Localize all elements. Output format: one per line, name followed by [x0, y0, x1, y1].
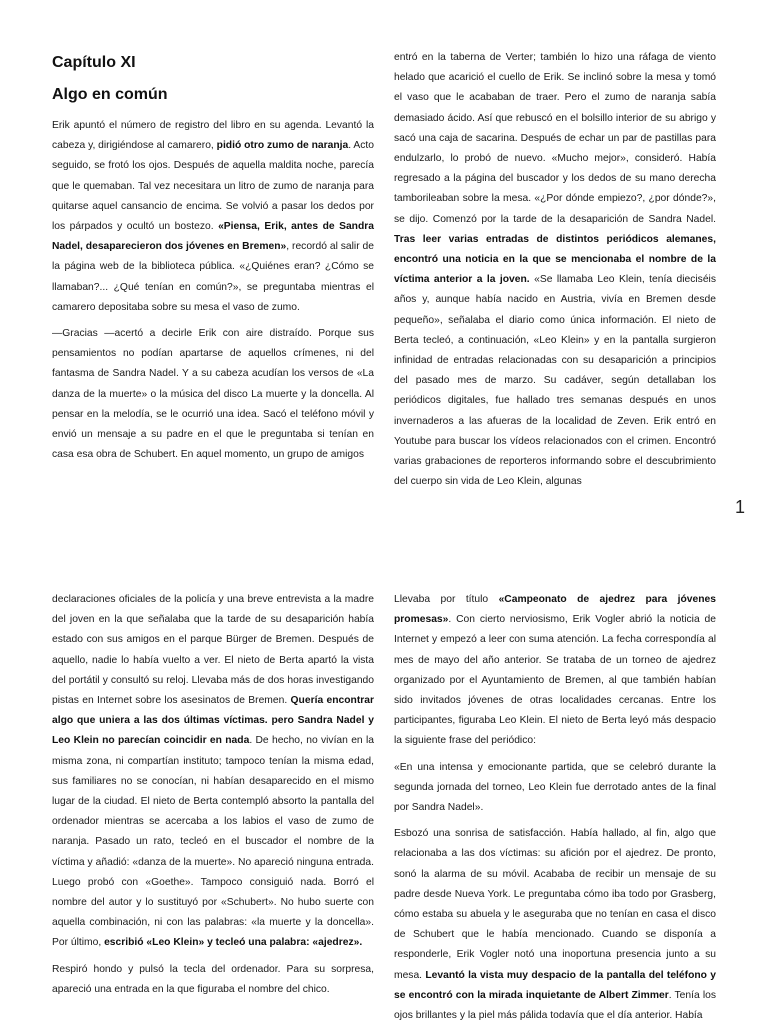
chapter-heading: Capítulo XI [52, 54, 136, 71]
bold-text: escribió «Leo Klein» y tecleó una palabra: «ajedrez». [104, 937, 363, 949]
page1-left-text [52, 116, 374, 465]
text-run: «En una intensa y emocionante partida, que se celebró durante la segunda jornada del torneo, Leo Klein fue derrotado antes de la final por Sandra Nadel». [394, 761, 716, 814]
page2-left-column [52, 590, 374, 1006]
page1-left-column [52, 50, 374, 471]
text-run: Llevaba por título [394, 594, 499, 605]
bold-text: «Piensa, Erik, antes de Sandra Nadel, desaparecieron dos jóvenes en Bremen» [52, 221, 374, 253]
paragraph [394, 824, 716, 1026]
bold-text: pidió otro zumo de naranja [216, 140, 349, 152]
page2-left-text [52, 590, 374, 1000]
text-run: . Con cierto nerviosismo, Erik Vogler abrió la noticia de Internet y empezó a leer con suma atención. La fecha correspondía al mes de mayo del año anterior. Se trataba de un torneo de ajedrez organizado por el Ayuntamiento de Bremen, al que también habían sido invitados jóvenes de otras localidades cercanas. Entre los participantes, figuraba Leo Klein. El nieto de Berta leyó más despacio la siguiente frase del periódico: [394, 614, 716, 747]
text-run: declaraciones oficiales de la policía y una breve entrevista a la madre del joven en la que señalaba que la tarde de su desaparición había estado con sus amigos en el parque Bürger de Bremen. Después de aquello, nadie lo había vuelto a ver. El nieto de Berta apartó la vista del portátil y consultó su reloj. Llevaba más de dos horas investigando pistas en Internet sobre los asesinatos de Bremen. [52, 594, 374, 707]
paragraph [52, 116, 374, 318]
text-run: —Gracias —acertó a decirle Erik con aire distraído. Porque sus pensamientos no podían apartarse de aquellos crímenes, ni del fantasma de Sandra Nadel. Y a su cabeza acudían los versos de «La danza de la muerte» o la música del disco La muerte y la doncella. Al pensar en la melodía, se le ocurrió una idea. Sacó el teléfono móvil y envió un mensaje a su padre en el que le preguntaba si tenían en casa esa obra de Schubert. En aquel momento, un grupo de amigos [52, 328, 374, 461]
text-run: , recordó al salir de la página web de la biblioteca pública. «¿Quiénes eran? ¿Cómo se llamaban?... ¿Qué tenían en común?», se preguntaba mientras el camarero depositaba sobre su mesa el vaso de zumo. [52, 241, 374, 313]
paragraph [52, 590, 374, 954]
text-run: . Acto seguido, se frotó los ojos. Después de aquella maldita noche, parecía que le quemaban. Tal vez necesitara un litro de zumo de naranja para quitarse aquel cansancio de encima. Se volvió a pasar los dedos por los párpados y ocultó un bostezo. [52, 140, 374, 233]
paragraph [394, 758, 716, 819]
text-run: entró en la taberna de Verter; también lo hizo una ráfaga de viento helado que acarició el cuello de Erik. Se inclinó sobre la mesa y tomó el vaso que le acababan de traer. Pero el zumo de naranja sabía demasiado ácido. Así que rebuscó en el bolsillo interior de su abrigo y sacó una caja de sacarina. Después de echar un par de pastillas para endulzarlo, lo probó de nuevo. «Mucho mejor», consideró. Había regresado a la página del buscador y los dedos de su mano derecha tamborileaban sobre la mesa. «¿Por dónde empiezo?, ¿por dónde?», se dijo. Comenzó por la tarde de la desaparición de Sandra Nadel. [394, 52, 716, 225]
bold-text: Quería encontrar algo que uniera a las dos últimas víctimas. pero Sandra Nadel y Leo Klein no parecían coincidir en nada [52, 695, 375, 747]
page-number: 1 [735, 497, 746, 517]
paragraph [52, 960, 374, 1000]
paragraph [52, 324, 374, 465]
page1-right-text [394, 48, 716, 492]
paragraph [394, 48, 716, 492]
text-run: Erik apuntó el número de registro del libro en su agenda. Levantó la cabeza y, dirigiéndose al camarero, [52, 120, 374, 152]
page2-right-text [394, 590, 716, 1026]
text-run: Respiró hondo y pulsó la tecla del ordenador. Para su sorpresa, apareció una entrada en la que figuraba el nombre del chico. [52, 963, 374, 995]
bold-text: Tras leer varias entradas de distintos periódicos alemanes, encontró una noticia en la que se mencionaba el nombre de la víctima anterior a la joven. [394, 233, 716, 286]
page1-right-column [394, 48, 716, 498]
page2-right-column [394, 590, 716, 1032]
text-run: . Tenía los ojos brillantes y la piel más pálida todavía que el día anterior. Había [394, 989, 717, 1022]
text-run: Esbozó una sonrisa de satisfacción. Había hallado, al fin, algo que relacionaba a las dos víctimas: su afición por el ajedrez. De pronto, sonó la alarma de su móvil. Acababa de recibir un mensaje de su padre desde Nueva York. Le preguntaba cómo iba todo por Grasberg, cómo estaba su abuela y le aseguraba que no tenían en casa el disco de Schubert que le había mencionado. Cuando se disponía a responderle, Erik Vogler notó una inoportuna presencia junto a su mesa. [394, 828, 716, 981]
paragraph [394, 590, 716, 752]
bold-text: Levantó la vista muy despacio de la pantalla del teléfono y se encontró con la mirada inquietante de Albert Zimmer [394, 969, 716, 1001]
text-run: . De hecho, no vivían en la misma zona, ni compartían instituto; tampoco tenían la misma edad, sus familiares no se conocían, ni habían desaparecido en el mismo lugar de la ciudad. El nieto de Berta contempló absorto la pantalla del ordenador mientras se acercaba a los labios el vaso de zumo de naranja. Pasado un rato, tecleó en el buscador el nombre de la víctima y añadió: «danza de la muerte». No apareció ninguna entrada. Luego probó con «Goethe». Tampoco consiguió nada. Borró el nombre del autor y lo sustituyó por «Schubert». No hubo suerte con aquella combinación, ni con las palabras: «la muerte y la doncella». Por último, [52, 735, 374, 949]
bold-text: «Campeonato de ajedrez para jóvenes promesas» [394, 594, 716, 626]
text-run: «Se llamaba Leo Klein, tenía dieciséis años y, aunque había nacido en Austria, vivía en Bremen desde pequeño», señalaba el diario como única información. El nieto de Berta tecleó, a continuación, «Leo Klein» y en la pantalla surgieron infinidad de entradas relacionadas con su desaparición a principios del pasado mes de marzo. Su cadáver, según detallaban los periódicos digitales, fue hallado tres semanas después en unos invernaderos a las afueras de la localidad de Zeven. Erik entró en Youtube para buscar los vídeos relacionados con el crimen. Encontró varias grabaciones de reporteros informando sobre el descubrimiento del cuerpo sin vida de Leo Klein, algunas [394, 274, 716, 488]
chapter-title: Algo en común [52, 86, 168, 103]
